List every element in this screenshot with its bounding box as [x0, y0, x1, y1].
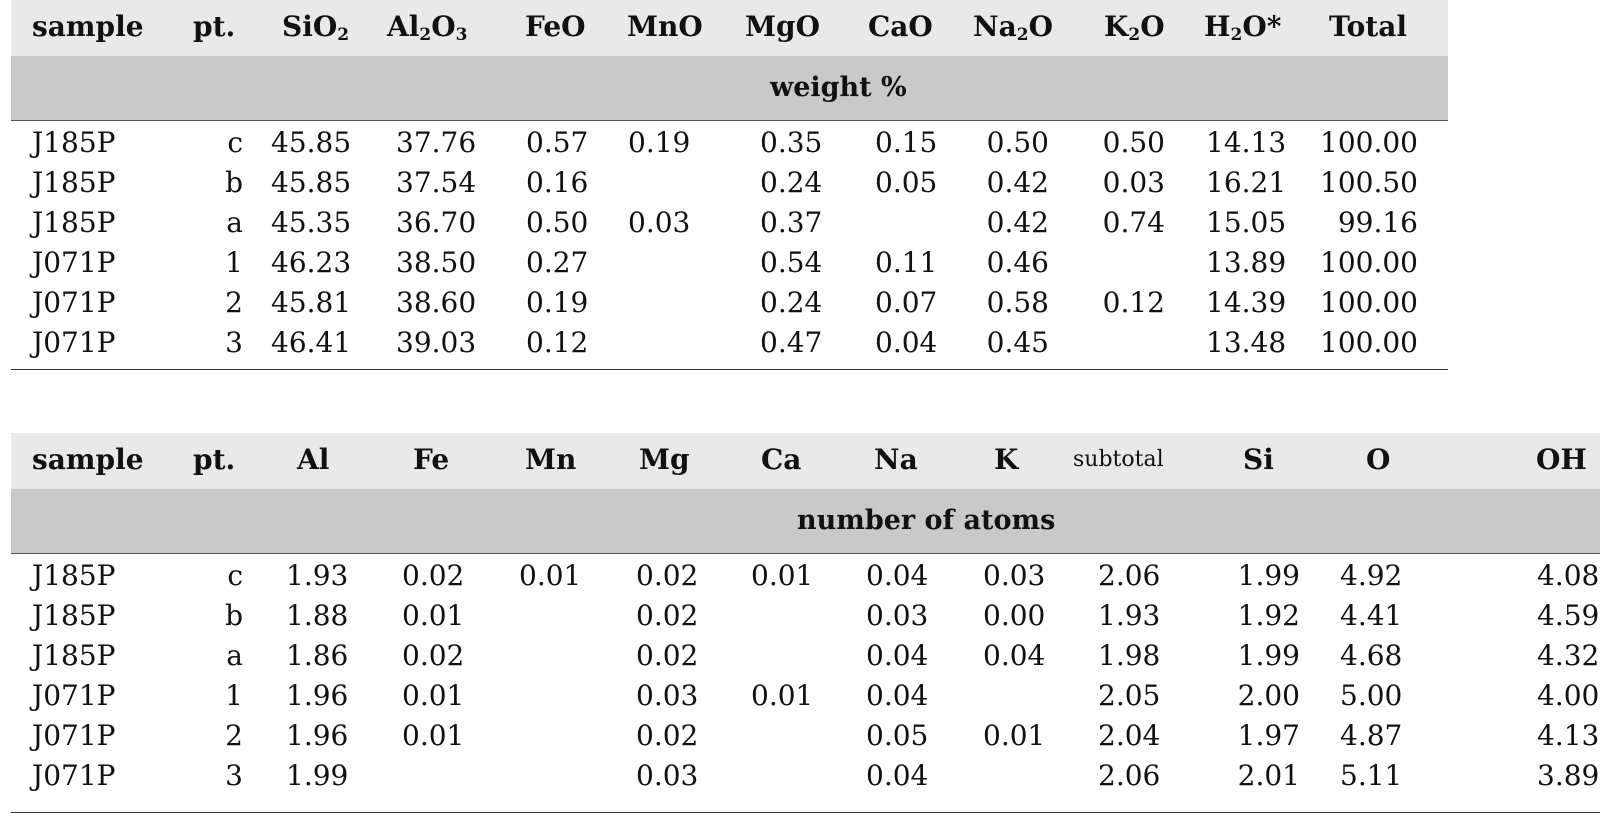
cell-k: 0.03: [983, 559, 1046, 592]
cell-mg: 0.02: [636, 719, 699, 752]
cell-sample: J185P: [32, 126, 116, 159]
cell-ca: [751, 716, 831, 756]
cell-al: 1.99: [286, 759, 349, 792]
cell-k2o: 0.12: [1102, 286, 1165, 319]
header-oh: OH: [1536, 443, 1587, 476]
cell-na: 0.04: [866, 679, 929, 712]
cell-k: 0.01: [983, 719, 1046, 752]
table-row: [11, 163, 1448, 203]
cell-o: 5.11: [1340, 759, 1403, 792]
cell-pt: a: [226, 639, 243, 672]
table-row: [11, 636, 1600, 676]
cell-al: 1.93: [286, 559, 349, 592]
header-pt: pt.: [193, 443, 236, 476]
cell-fe: 0.02: [402, 639, 465, 672]
cell-o: 5.00: [1340, 679, 1403, 712]
table-row: [11, 556, 1600, 596]
cell-cao: 0.04: [875, 326, 938, 359]
cell-pt: 2: [225, 286, 243, 319]
cell-si: 1.92: [1237, 599, 1300, 632]
cell-si: 1.99: [1237, 559, 1300, 592]
cell-na2o: 0.42: [986, 166, 1049, 199]
cell-k2o: 0.74: [1102, 206, 1165, 239]
cell-total: 100.00: [1320, 126, 1418, 159]
cell-mgo: 0.54: [760, 246, 823, 279]
cell-subtotal: 2.06: [1098, 559, 1161, 592]
cell-oh: 3.89: [1537, 759, 1600, 792]
cell-mgo: 0.35: [760, 126, 823, 159]
cell-total: 100.00: [1320, 246, 1418, 279]
cell-k: [983, 756, 1063, 796]
cell-mno: [628, 243, 708, 283]
cell-si: 1.99: [1237, 639, 1300, 672]
cell-ca: [751, 596, 831, 636]
table-row: [11, 283, 1448, 323]
header-cao: CaO: [868, 10, 933, 43]
cell-subtotal: 2.04: [1098, 719, 1161, 752]
cell-al2o3: 37.54: [396, 166, 477, 199]
cell-na2o: 0.42: [986, 206, 1049, 239]
cell-mno: [628, 323, 708, 363]
cell-sio2: 45.81: [271, 286, 352, 319]
atoms-unit-band: [11, 489, 1600, 554]
header-sample: sample: [32, 443, 144, 476]
cell-sample: J185P: [32, 639, 116, 672]
table-row: [11, 756, 1600, 796]
cell-cao: 0.05: [875, 166, 938, 199]
cell-na2o: 0.46: [986, 246, 1049, 279]
cell-pt: c: [227, 126, 243, 159]
cell-sio2: 45.85: [271, 126, 352, 159]
header-total: Total: [1329, 10, 1408, 43]
cell-o: 4.92: [1340, 559, 1403, 592]
cell-pt: 1: [225, 679, 243, 712]
cell-ca: 0.01: [751, 559, 814, 592]
unit-label: number of atoms: [797, 505, 1056, 536]
header-sample: sample: [32, 10, 144, 43]
cell-ca: 0.01: [751, 679, 814, 712]
cell-al: 1.96: [286, 679, 349, 712]
header-pt: pt.: [193, 10, 236, 43]
cell-k2o: [1081, 323, 1165, 363]
cell-mno: [628, 283, 708, 323]
cell-h2o: 13.48: [1206, 326, 1287, 359]
cell-mn: [519, 756, 599, 796]
cell-total: 99.16: [1337, 206, 1418, 239]
cell-sio2: 45.85: [271, 166, 352, 199]
table-row: [11, 676, 1600, 716]
cell-sio2: 45.35: [271, 206, 352, 239]
cell-sample: J071P: [32, 246, 116, 279]
cell-k2o: 0.50: [1102, 126, 1165, 159]
cell-al: 1.86: [286, 639, 349, 672]
cell-al: 1.88: [286, 599, 349, 632]
cell-na: 0.05: [866, 719, 929, 752]
cell-sample: J185P: [32, 206, 116, 239]
cell-pt: a: [226, 206, 243, 239]
cell-o: 4.87: [1340, 719, 1403, 752]
cell-k: [983, 676, 1063, 716]
cell-mno: 0.03: [628, 206, 691, 239]
cell-h2o: 14.39: [1206, 286, 1287, 319]
cell-na: 0.04: [866, 759, 929, 792]
weight-table-header-row: [11, 0, 1448, 56]
header-mg: Mg: [639, 443, 690, 476]
cell-fe: 0.01: [402, 599, 465, 632]
cell-pt: 3: [225, 759, 243, 792]
header-na: Na: [874, 443, 918, 476]
header-mgo: MgO: [745, 10, 820, 43]
cell-ca: [751, 636, 831, 676]
cell-k: 0.04: [983, 639, 1046, 672]
cell-oh: 4.08: [1537, 559, 1600, 592]
cell-mgo: 0.37: [760, 206, 823, 239]
atoms-table-header-row: [11, 433, 1600, 489]
table-row: [11, 123, 1448, 163]
cell-mn: [519, 716, 599, 756]
weight-unit-band: [11, 56, 1448, 121]
header-sio2: SiO$_2$: [282, 10, 350, 45]
header-mn: Mn: [525, 443, 577, 476]
cell-mg: 0.02: [636, 599, 699, 632]
cell-sample: J071P: [32, 326, 116, 359]
cell-mn: 0.01: [519, 559, 582, 592]
cell-feo: 0.27: [526, 246, 589, 279]
header-mno: MnO: [627, 10, 703, 43]
cell-mno: 0.19: [628, 126, 691, 159]
cell-total: 100.00: [1320, 286, 1418, 319]
cell-fe: [402, 756, 482, 796]
cell-na2o: 0.45: [986, 326, 1049, 359]
cell-h2o: 14.13: [1206, 126, 1287, 159]
cell-oh: 4.00: [1537, 679, 1600, 712]
cell-fe: 0.01: [402, 719, 465, 752]
cell-pt: 1: [225, 246, 243, 279]
cell-oh: 4.13: [1537, 719, 1600, 752]
cell-feo: 0.12: [526, 326, 589, 359]
cell-pt: c: [227, 559, 243, 592]
header-k: K: [994, 443, 1019, 476]
header-feo: FeO: [525, 10, 586, 43]
cell-oh: 4.59: [1537, 599, 1600, 632]
cell-pt: b: [225, 599, 243, 632]
header-h2o: $H_2O*$: [1204, 10, 1282, 45]
cell-na: 0.04: [866, 639, 929, 672]
header-ca: Ca: [761, 443, 802, 476]
cell-total: 100.00: [1320, 326, 1418, 359]
cell-mn: [519, 596, 599, 636]
cell-al2o3: 39.03: [396, 326, 477, 359]
atoms-table: [11, 433, 1600, 813]
cell-sample: J071P: [32, 286, 116, 319]
table-row: [11, 203, 1448, 243]
cell-h2o: 13.89: [1206, 246, 1287, 279]
cell-feo: 0.16: [526, 166, 589, 199]
cell-subtotal: 2.05: [1098, 679, 1161, 712]
cell-al2o3: 38.50: [396, 246, 477, 279]
cell-al2o3: 36.70: [396, 206, 477, 239]
header-fe: Fe: [413, 443, 450, 476]
header-k2o: $K_2O$: [1104, 10, 1165, 45]
table-row: [11, 596, 1600, 636]
cell-h2o: 15.05: [1206, 206, 1287, 239]
cell-k2o: [1081, 243, 1165, 283]
cell-mn: [519, 636, 599, 676]
cell-feo: 0.19: [526, 286, 589, 319]
cell-sample: J185P: [32, 559, 116, 592]
cell-mgo: 0.47: [760, 326, 823, 359]
header-o: O: [1366, 443, 1391, 476]
cell-cao: [875, 203, 955, 243]
cell-na2o: 0.50: [986, 126, 1049, 159]
cell-cao: 0.15: [875, 126, 938, 159]
cell-o: 4.41: [1340, 599, 1403, 632]
table-row: [11, 716, 1600, 756]
cell-feo: 0.50: [526, 206, 589, 239]
table-row: [11, 323, 1448, 363]
cell-mg: 0.02: [636, 559, 699, 592]
cell-sample: J185P: [32, 166, 116, 199]
cell-na: 0.04: [866, 559, 929, 592]
cell-pt: 2: [225, 719, 243, 752]
cell-total: 100.50: [1320, 166, 1418, 199]
cell-sample: J185P: [32, 599, 116, 632]
weight-percent-table: [11, 0, 1448, 370]
cell-mgo: 0.24: [760, 166, 823, 199]
cell-sio2: 46.41: [271, 326, 352, 359]
cell-pt: 3: [225, 326, 243, 359]
cell-k: 0.00: [983, 599, 1046, 632]
cell-mn: [519, 676, 599, 716]
cell-na: 0.03: [866, 599, 929, 632]
cell-si: 2.00: [1237, 679, 1300, 712]
weight-table-body: [11, 121, 1448, 370]
unit-label: weight %: [770, 72, 907, 103]
cell-cao: 0.07: [875, 286, 938, 319]
cell-mno: [628, 163, 708, 203]
cell-o: 4.68: [1340, 639, 1403, 672]
cell-fe: 0.02: [402, 559, 465, 592]
cell-feo: 0.57: [526, 126, 589, 159]
cell-subtotal: 2.06: [1098, 759, 1161, 792]
cell-al2o3: 37.76: [396, 126, 477, 159]
cell-oh: 4.32: [1537, 639, 1600, 672]
cell-si: 1.97: [1237, 719, 1300, 752]
cell-mg: 0.03: [636, 759, 699, 792]
cell-pt: b: [225, 166, 243, 199]
cell-al2o3: 38.60: [396, 286, 477, 319]
cell-subtotal: 1.93: [1098, 599, 1161, 632]
cell-cao: 0.11: [875, 246, 938, 279]
header-al2o3: $Al_2O_3$: [387, 10, 468, 45]
cell-mg: 0.03: [636, 679, 699, 712]
cell-k2o: 0.03: [1102, 166, 1165, 199]
cell-mg: 0.02: [636, 639, 699, 672]
cell-sample: J071P: [32, 719, 116, 752]
header-na2o: $Na_2O$: [973, 10, 1053, 45]
cell-na2o: 0.58: [986, 286, 1049, 319]
cell-h2o: 16.21: [1206, 166, 1287, 199]
cell-si: 2.01: [1237, 759, 1300, 792]
header-al: Al: [297, 443, 330, 476]
cell-sample: J071P: [32, 679, 116, 712]
atoms-table-body: [11, 554, 1600, 813]
cell-ca: [751, 756, 831, 796]
header-subtotal: subtotal: [1073, 447, 1164, 472]
cell-mgo: 0.24: [760, 286, 823, 319]
cell-fe: 0.01: [402, 679, 465, 712]
cell-al: 1.96: [286, 719, 349, 752]
header-si: Si: [1243, 443, 1274, 476]
cell-subtotal: 1.98: [1098, 639, 1161, 672]
cell-sample: J071P: [32, 759, 116, 792]
table-row: [11, 243, 1448, 283]
cell-sio2: 46.23: [271, 246, 352, 279]
